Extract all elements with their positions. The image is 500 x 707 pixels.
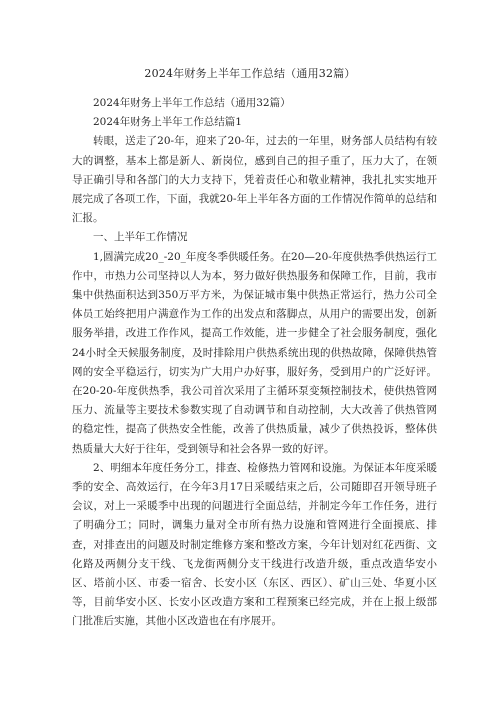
section-heading: 2024年财务上半年工作总结篇1 bbox=[93, 116, 242, 129]
body-paragraph: 转眼，送走了20-年，迎来了20-年，过去的一年里，财务部人员结构有较大的调整，基本上都是新人、新岗位，感到自己的担子重了，压力大了，在领导正确引导和各部门的大力支持下，凭着责任心和敬业精神，我扎扎实实地开展完成了各项工作，下面，我就20-年上半年各方面的工作情况作简单的总结和汇报。 bbox=[72, 135, 437, 225]
body-paragraph: 2、明细本年度任务分工，排查、检修热力管网和设施。为保证本年度采暖季的安全、高效运行，在今年3月17日采暖结束之后，公司随即召开领导班子会议，对上一采暖季中出现的问题进行全面总结，并制定今年工作任务，进行了明确分工；同时，调集力量对全市所有热力设施和管网进行全面摸底、排查，对排查出的问题及时制定维修方案和整改方案，今年计划对红花西街、文化路及两侧分支干线、飞龙街两侧分支干线进行改造升级，重点改造华安小区、塔前小区、市委一宿舍、长安小区（东区、西区）、矿山三处、华夏小区等，目前华安小区、长安小区改造方案和工程预案已经完成，并在上报上级部门批准后实施，其他小区改造也在有序展开。 bbox=[72, 461, 437, 628]
document-body bbox=[72, 94, 437, 632]
section-heading: 一、上半年工作情况 bbox=[93, 231, 188, 244]
body-paragraph: 1,圆满完成20_-20_年度冬季供暖任务。在20—20-年度供热季供热运行工作中，市热力公司坚持以人为本，努力做好供热服务和保障工作，目前，我市集中供热面积达到350万平方米，为保证城市集中供热正常运行，热力公司全体员工始终把用户满意作为工作的出发点和落脚点，从用户的需要出发，创新服务举措，改进工作作风，提高工作效能，进一步健全了社会服务制度，强化24小时全天候服务制度，及时排除用户供热系统出现的供热故障，保障供热管网的安全平稳运行，切实为广大用户办好事，服好务，受到用户的广泛好评。在20-20-年度供热季，我公司首次采用了主循环泵变频控制技术，使供热管网压力、流量等主要技术参数实现了自动调节和自动控制，大大改善了供热管网的稳定性，提高了供热安全性能，改善了供热质量，减少了供热投诉，整体供热质量大大好于往年，受到领导和社会各界一致的好评。 bbox=[72, 250, 437, 455]
subtitle-paragraph: 2024年财务上半年工作总结（通用32篇） bbox=[93, 97, 291, 109]
document-title: 2024年财务上半年工作总结（通用32篇） bbox=[144, 67, 356, 80]
